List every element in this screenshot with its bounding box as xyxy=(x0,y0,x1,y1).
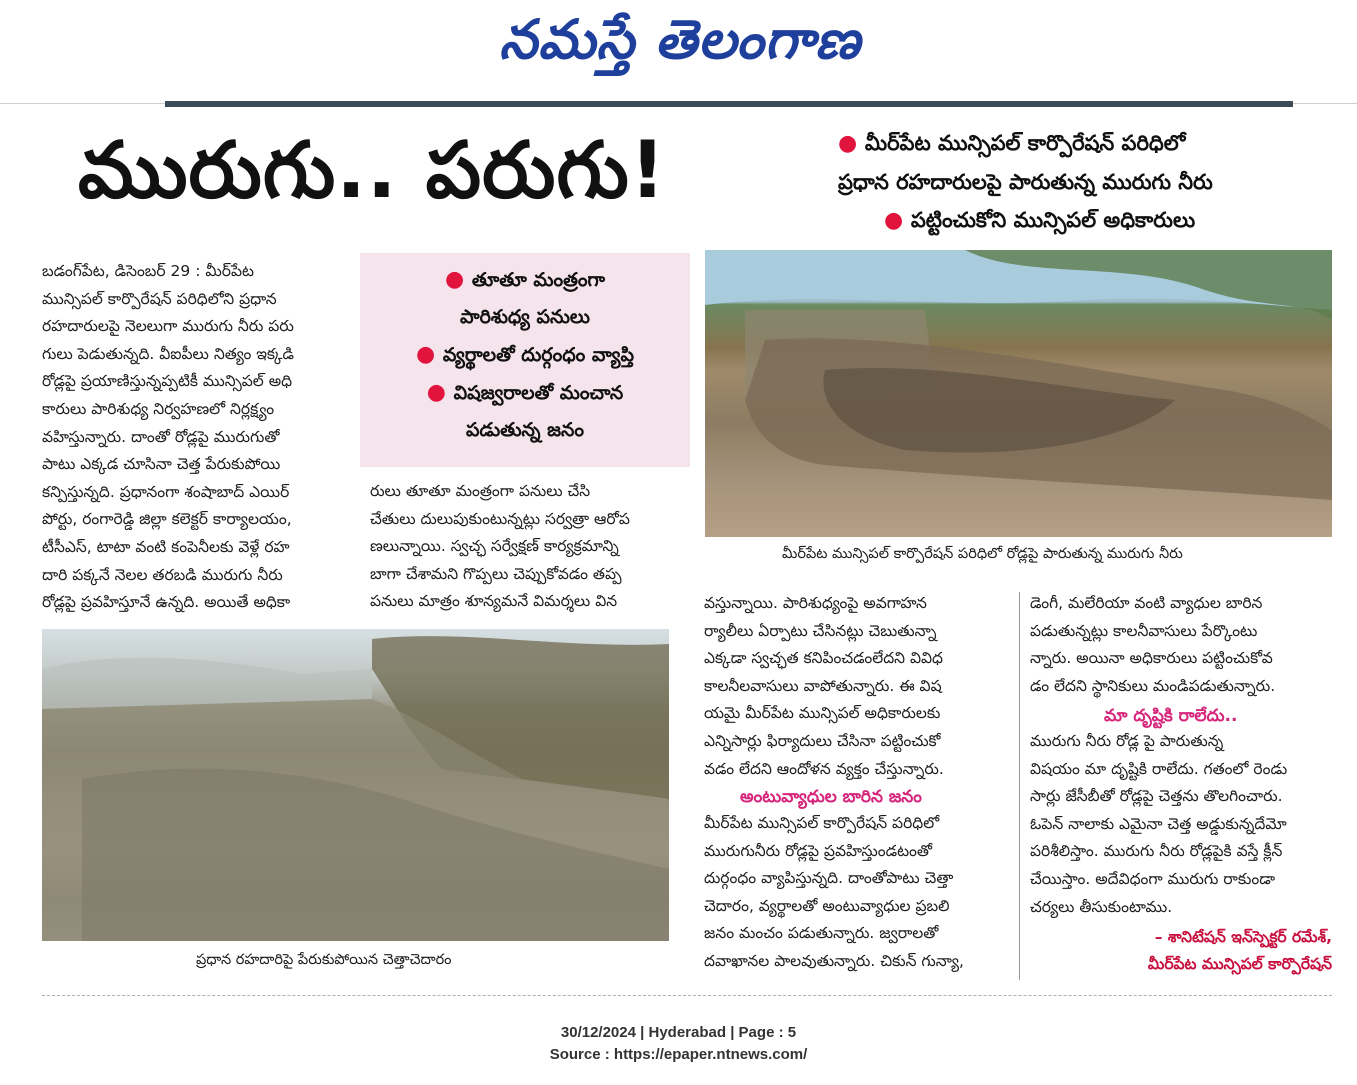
bullet-icon: ● xyxy=(444,267,472,292)
text-line: ఎక్కడా స్వచ్ఛత కనిపించడంలేదని వివిధ xyxy=(704,649,943,668)
text-line: జనం మంచం పడుతున్నారు. జ్వరాలతో xyxy=(704,924,939,943)
article-column-4-continued xyxy=(1030,728,1332,921)
text-line: రోడ్లపై ప్రయాణిస్తున్నప్పటికీ మున్సిపల్ అధి xyxy=(42,372,293,391)
text-line: చర్యలు తీసుకుంటాము. xyxy=(1030,897,1173,916)
text-line: చేతులు దులుపుకుంటున్నట్లు సర్వత్రా ఆరోప xyxy=(370,509,630,528)
article-column-3 xyxy=(704,590,1007,783)
text-line: దారి పక్కనే నెలల తరబడి మురుగు నీరు xyxy=(42,565,283,584)
article-column-3-continued xyxy=(704,810,1007,976)
text-line: రహదారులపై నెలలుగా మురుగు నీరు పరు xyxy=(42,317,294,336)
text-line: డం లేదని స్థానికులు మండిపడుతున్నారు. xyxy=(1030,676,1276,695)
footer-date-line: 30/12/2024 | Hyderabad | Page : 5 xyxy=(560,1024,797,1041)
article-column-4 xyxy=(1030,590,1332,700)
text-line: ర్యాలీలు ఏర్పాటు చేసినట్లు చెబుతున్నా xyxy=(704,621,937,640)
article-headline: మురుగు.. పరుగు! xyxy=(78,126,667,216)
bullet-icon: ● xyxy=(838,131,865,156)
text-line: ఓపెన్ నాలాకు ఎమైనా చెత్త అడ్డుకున్నదేమో xyxy=(1030,814,1287,833)
sidebar-highlight-box xyxy=(360,253,690,467)
masthead-bar xyxy=(165,101,1293,107)
highlight-item: ప్రధాన రహదారులపై పారుతున్న మురుగు నీరు xyxy=(838,170,1213,194)
page-bottom-rule xyxy=(42,995,1332,996)
text-line: పనులు మాత్రం శూన్యమనే విమర్శలు విన xyxy=(370,592,618,611)
bullet-icon: ● xyxy=(884,208,911,233)
bullet-icon: ● xyxy=(416,342,443,367)
text-line: వస్తున్నాయి. పారిశుధ్యంపై అవగాహన xyxy=(704,594,927,612)
drainage-water-photo xyxy=(705,250,1332,537)
highlight-item: ● విషజ్వరాలతో మంచాన xyxy=(426,380,624,405)
text-line: బాగా చేశామని గొప్పలు చెప్పుకోవడం తప్ప xyxy=(370,564,622,583)
text-line: ణలున్నాయి. స్వచ్ఛ సర్వేక్షణ్ కార్యక్రమాన్ని xyxy=(370,537,619,556)
text-line: వడం లేదని ఆందోళన వ్యక్తం చేస్తున్నారు. xyxy=(704,759,944,778)
text-line: పరిశీలిస్తాం. మురుగు నీరు రోడ్లపైకి వస్తే క్లీన్ xyxy=(1030,842,1283,861)
text-line: వహిస్తున్నారు. దాంతో రోడ్లపై మురుగుతో xyxy=(42,427,280,446)
text-line: న్నారు. అయినా అధికారులు పట్టించుకోవ xyxy=(1030,649,1273,668)
text-line: మురుగునీరు రోడ్లపై ప్రవహిస్తుండటంతో xyxy=(704,841,933,860)
bullet-icon: ● xyxy=(426,380,454,405)
text-line: డెంగీ, మలేరియా వంటి వ్యాధుల బారిన xyxy=(1030,594,1263,612)
subheading: అంటువ్యాధుల బారిన జనం xyxy=(740,787,922,807)
photo-illustration xyxy=(705,250,1332,537)
text-line: మున్సిపల్ కార్పొరేషన్ పరిధిలోని ప్రధాన xyxy=(42,289,277,308)
text-line: చేయిస్తాం. అదేవిధంగా మురుగు రాకుండా xyxy=(1030,869,1276,888)
text-line: మీర్‌పేట మున్సిపల్ కార్పొరేషన్ పరిధిలో xyxy=(704,814,940,832)
highlight-item: ● పట్టించుకోని మున్సిపల్ అధికారులు xyxy=(884,208,1196,233)
garbage-road-photo xyxy=(42,629,669,941)
text-line: టీసీఎస్, టాటా వంటి కంపెనీలకు వెళ్లే రహ xyxy=(42,537,290,556)
column-divider xyxy=(1019,592,1020,980)
highlight-item: పారిశుధ్య పనులు xyxy=(460,306,590,328)
text-line: రులు తూతూ మంత్రంగా పనులు చేసి xyxy=(370,482,591,500)
subheading: మా దృష్టికి రాలేదు.. xyxy=(1104,706,1238,726)
text-line: యమై మీర్‌పేట మున్సిపల్ అధికారులకు xyxy=(704,704,941,723)
text-line: పాటు ఎక్కడ చూసినా చెత్త పేరుకుపోయి xyxy=(42,455,281,474)
signature-line: – శానిటేషన్ ఇన్‌స్పెక్టర్ రమేశ్, xyxy=(1154,928,1332,946)
text-line: చెదారం, వ్యర్థాలతో అంటువ్యాధుల ప్రబలి xyxy=(704,896,950,915)
highlight-item: ● వ్యర్థాలతో దుర్గంధం వ్యాప్తి xyxy=(416,342,634,367)
text-line: గులు పెడుతున్నది. వీఐపీలు నిత్యం ఇక్కడి xyxy=(42,344,294,363)
text-line: కన్పిస్తున్నది. ప్రధానంగా శంషాబాద్ ఎయిర్ xyxy=(42,482,290,501)
text-line: మురుగు నీరు రోడ్ల పై పారుతున్న xyxy=(1030,732,1224,750)
text-line: దవాఖానల పాలవుతున్నారు. చికున్ గున్యా, xyxy=(704,951,964,970)
photo-caption: ప్రధాన రహదారిపై పేరుకుపోయిన చెత్తాచెదారం xyxy=(196,952,452,968)
byline-signature xyxy=(1060,924,1332,978)
photo-caption: మీర్‌పేట మున్సిపల్ కార్పొరేషన్ పరిధిలో రోడ్లపై పారుతున్న మురుగు నీరు xyxy=(782,546,1183,562)
text-line: కాలనీలవాసులు వాపోతున్నారు. ఈ విష xyxy=(704,676,942,695)
text-line: పోర్టు, రంగారెడ్డి జిల్లా కలెక్టర్ కార్యాలయం, xyxy=(42,510,292,529)
highlight-item: ● తూతూ మంత్రంగా xyxy=(444,267,606,292)
text-line: పడుతున్నట్లు కాలనీవాసులు పేర్కొంటు xyxy=(1030,621,1258,640)
photo-illustration xyxy=(42,629,669,941)
headline-highlights xyxy=(838,124,1328,240)
text-line: సార్లు జేసీబీతో రోడ్లపై చెత్తను తొలగించారు. xyxy=(1030,787,1283,806)
text-line: దుర్గంధం వ్యాపిస్తున్నది. దాంతోపాటు చెత్తా xyxy=(704,869,954,888)
text-line: ఎన్నిసార్లు ఫిర్యాదులు చేసినా పట్టించుకో xyxy=(704,731,941,750)
text-line: రోడ్లపై ప్రవహిస్తూనే ఉన్నది. అయితే అధికా xyxy=(42,593,291,612)
highlight-item: పడుతున్న జనం xyxy=(466,419,584,441)
text-line: విషయం మా దృష్టికి రాలేదు. గతంలో రెండు xyxy=(1030,759,1288,778)
article-column-2 xyxy=(370,478,676,616)
text-line: బడంగ్‌పేట, డిసెంబర్ 29 : మీర్‌పేట xyxy=(42,262,254,280)
newspaper-logo: నమస్తే తెలంగాణ xyxy=(499,8,861,71)
footer-source-line: Source : https://epaper.ntnews.com/ xyxy=(549,1046,808,1063)
article-column-1 xyxy=(42,258,348,617)
highlight-item: ● మీర్‌పేట మున్సిపల్ కార్పొరేషన్ పరిధిలో xyxy=(838,131,1186,156)
signature-line: మీర్‌పేట మున్సిపల్ కార్పొరేషన్ xyxy=(1147,955,1332,973)
text-line: కారులు పారిశుధ్య నిర్వహణలో నిర్లక్ష్యం xyxy=(42,399,275,418)
masthead xyxy=(0,0,1357,100)
